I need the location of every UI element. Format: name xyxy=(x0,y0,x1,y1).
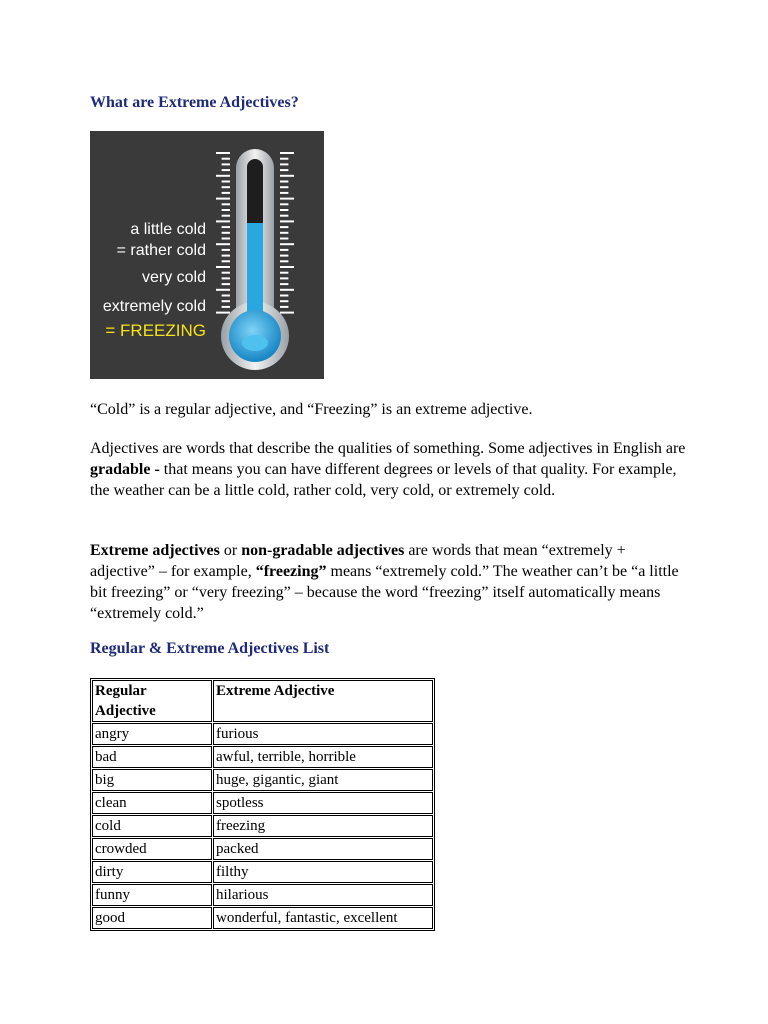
extreme-paragraph xyxy=(90,540,690,624)
adjectives-table xyxy=(90,678,435,931)
label-rather-cold: = rather cold xyxy=(116,242,206,259)
header-extreme: Extreme Adjective xyxy=(213,680,433,722)
text-run: are words that mean “extremely + adjective” – for example, xyxy=(90,542,626,580)
cell-regular: dirty xyxy=(92,861,212,883)
text-run: Adjectives are words that describe the qualities of something. Some adjectives in English are xyxy=(90,440,686,457)
table-row xyxy=(92,907,433,929)
cell-extreme: furious xyxy=(213,723,433,745)
label-very-cold: very cold xyxy=(141,269,206,286)
table-row xyxy=(92,884,433,906)
cell-regular: bad xyxy=(92,746,212,768)
cell-regular: big xyxy=(92,769,212,791)
cell-extreme: packed xyxy=(213,838,433,860)
list-heading: Regular & Extreme Adjectives List xyxy=(90,640,330,657)
intro-sentence: “Cold” is a regular adjective, and “Freezing” is an extreme adjective. xyxy=(90,401,533,418)
text-run: or xyxy=(219,542,242,559)
cell-extreme: awful, terrible, horrible xyxy=(213,746,433,768)
cell-extreme: hilarious xyxy=(213,884,433,906)
cell-regular: angry xyxy=(92,723,212,745)
cell-extreme: huge, gigantic, giant xyxy=(213,769,433,791)
thermometer-illustration xyxy=(90,131,324,379)
term-extreme-adjectives: Extreme adjectives xyxy=(90,542,220,559)
table-row xyxy=(92,746,433,768)
label-extremely-cold: extremely cold xyxy=(102,298,206,315)
header-regular: Regular Adjective xyxy=(92,680,212,722)
term-non-gradable: non-gradable adjectives xyxy=(241,542,405,559)
text-run: means “extremely cold.” The weather can’t be “a little bit freezing” or “very freezing” – because the word “freezing” itself automatically means “extremely cold.” xyxy=(90,563,679,622)
table-row xyxy=(92,861,433,883)
cell-regular: crowded xyxy=(92,838,212,860)
label-a-little-cold: a little cold xyxy=(130,221,206,238)
cell-extreme: wonderful, fantastic, excellent xyxy=(213,907,433,929)
table-row xyxy=(92,838,433,860)
table-row xyxy=(92,723,433,745)
cell-extreme: filthy xyxy=(213,861,433,883)
cell-regular: good xyxy=(92,907,212,929)
table-header-row xyxy=(92,680,433,722)
cell-regular: cold xyxy=(92,815,212,837)
table-row xyxy=(92,769,433,791)
cell-extreme: freezing xyxy=(213,815,433,837)
cell-extreme: spotless xyxy=(213,792,433,814)
cell-regular: clean xyxy=(92,792,212,814)
table-row xyxy=(92,792,433,814)
table-row xyxy=(92,815,433,837)
term-gradable: gradable - xyxy=(90,461,160,478)
text-run: that means you can have different degrees or levels of that quality. For example, the weather can be a little cold, rather cold, very cold, or extremely cold. xyxy=(90,461,677,499)
term-freezing: “freezing” xyxy=(255,563,327,580)
gradable-paragraph xyxy=(90,438,690,501)
cell-regular: funny xyxy=(92,884,212,906)
thermometer-icon xyxy=(90,131,324,379)
page-title: What are Extreme Adjectives? xyxy=(90,94,299,111)
label-freezing: = FREEZING xyxy=(105,321,206,340)
